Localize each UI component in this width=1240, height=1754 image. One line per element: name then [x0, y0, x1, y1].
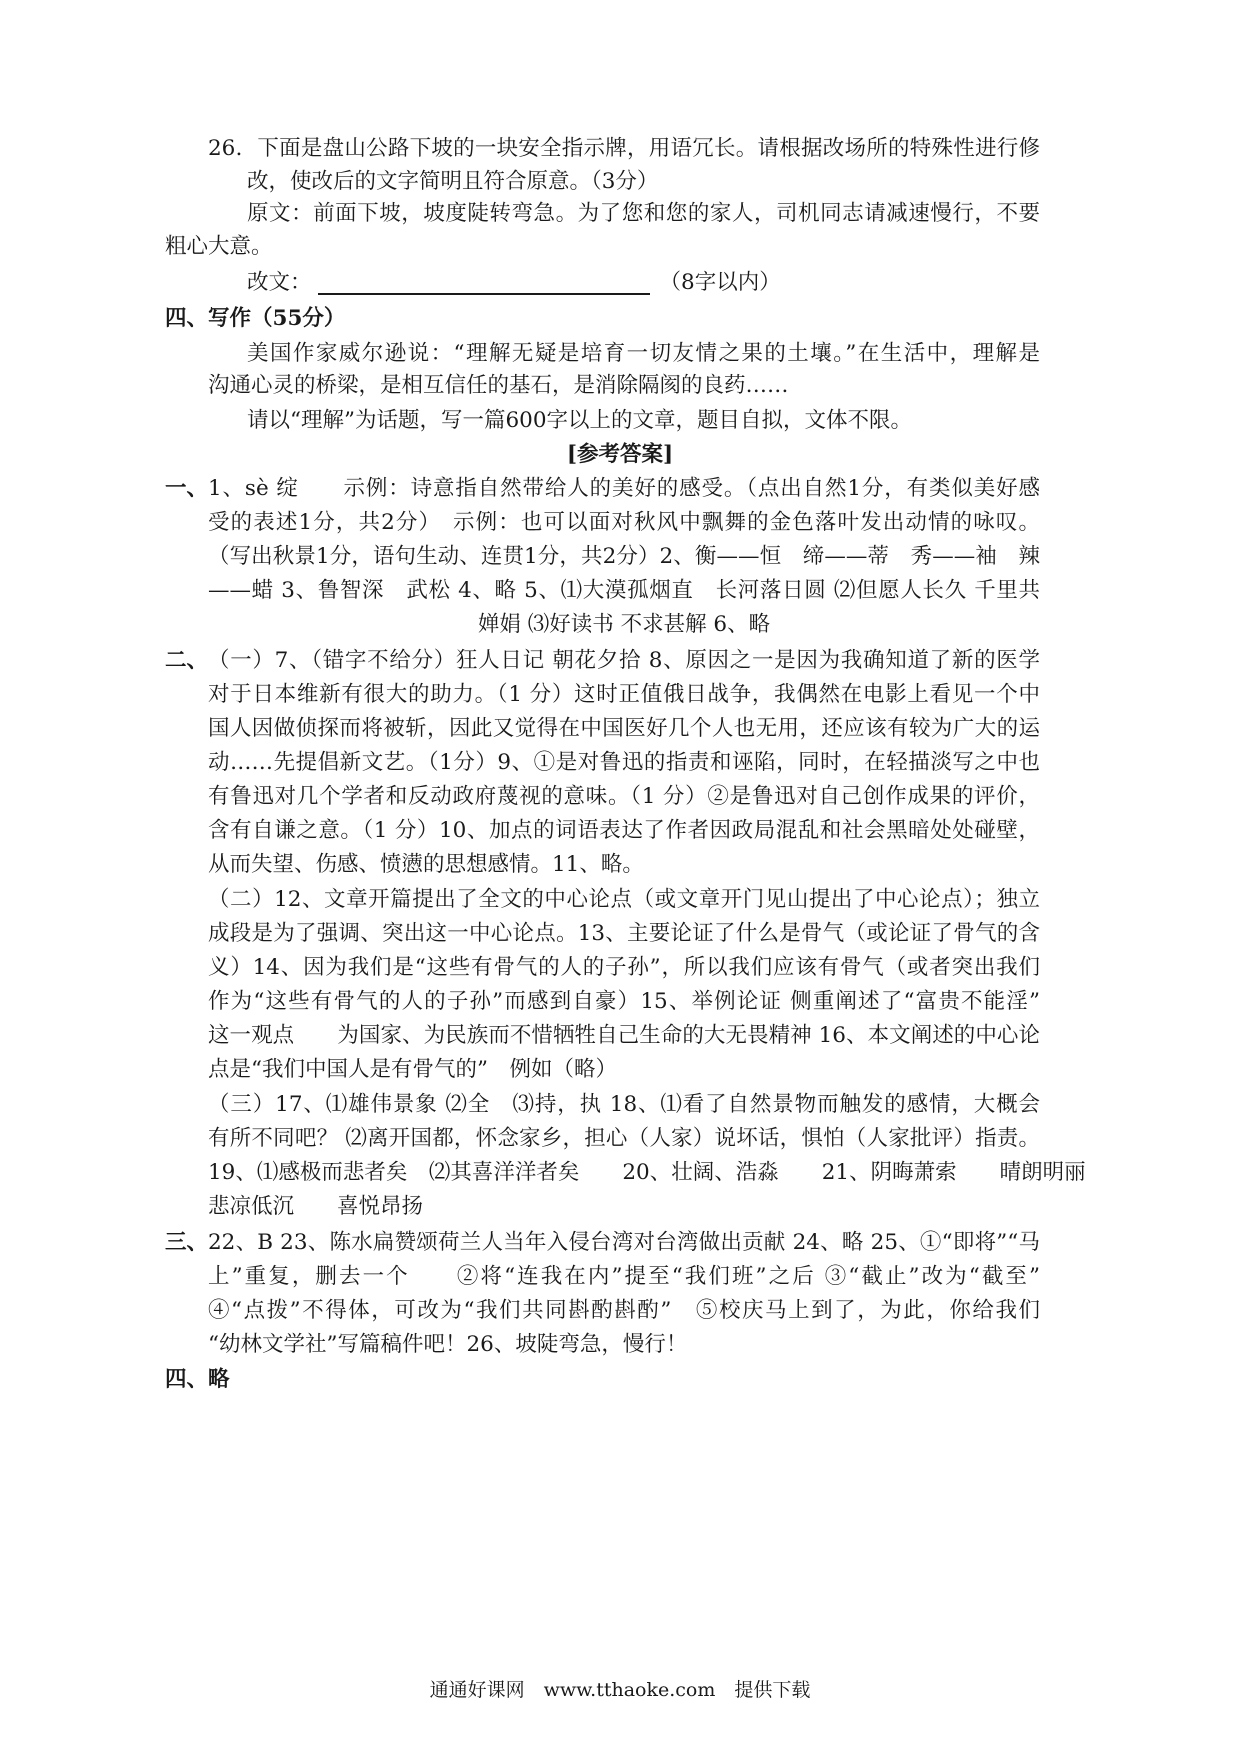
- section2c-line: 悲凉低沉 喜悦昂扬: [208, 1194, 424, 1219]
- section3-label: 三、: [165, 1230, 209, 1255]
- rewrite-blank: [318, 271, 650, 295]
- section3-line: “幼林文学社”写篇稿件吧！26、坡陡弯急，慢行！: [208, 1332, 688, 1357]
- answers-title: [参考答案]: [566, 442, 674, 467]
- section1-line: ——蜡 3、鲁智深 武松 4、略 5、⑴大漠孤烟直 长河落日圆 ⑵但愿人长久 千里共: [208, 578, 1040, 603]
- section2-line: 有鲁迅对几个学者和反动政府蔑视的意味。（1 分）②是鲁迅对自己创作成果的评价，: [208, 784, 1040, 809]
- section2c-line: （三）17、⑴雄伟景象 ⑵全 ⑶持，执 18、⑴看了自然景物而触发的感情，大概会: [208, 1092, 1040, 1117]
- section1-line: 1、sè 绽 示例：诗意指自然带给人的美好的感受。（点出自然1分，有类似美好感: [208, 476, 1040, 501]
- writing-heading: 四、写作（55分）: [165, 306, 346, 331]
- writing-para1-line1: 美国作家威尔逊说：“理解无疑是培育一切友情之果的土壤。”在生活中，理解是: [247, 341, 1040, 366]
- q26-line2: 改，使改后的文字简明且符合原意。（3分）: [247, 169, 659, 194]
- section2b-line: 义）14、因为我们是“这些有骨气的人的子孙”，所以我们应该有骨气（或者突出我们: [208, 955, 1040, 980]
- writing-para1-line2: 沟通心灵的桥梁，是相互信任的基石，是消除隔阂的良药……: [208, 373, 789, 398]
- section2c-line: 19、⑴感极而悲者矣 ⑵其喜洋洋者矣 20、壮阔、浩淼 21、阴晦萧索 晴朗明丽: [208, 1160, 1086, 1185]
- writing-para2: 请以“理解”为话题，写一篇600字以上的文章，题目自拟，文体不限。: [247, 408, 913, 433]
- section2-line: 从而失望、伤感、愤懑的思想感情。11、略。: [208, 852, 644, 877]
- section2b-line: 点是“我们中国人是有骨气的” 例如（略）: [208, 1057, 617, 1082]
- section1-line: 婵娟 ⑶好读书 不求甚解 6、略: [477, 612, 771, 637]
- section1-label: 一、: [165, 476, 209, 501]
- section2-label: 二、: [165, 648, 209, 673]
- section2b-line: （二）12、文章开篇提出了全文的中心论点（或文章开门见山提出了中心论点）；独立: [208, 887, 1040, 912]
- section2-line: （一）7、（错字不给分）狂人日记 朝花夕拾 8、原因之一是因为我确知道了新的医学: [208, 648, 1040, 673]
- section2b-line: 这一观点 为国家、为民族而不惜牺牲自己生命的大无畏精神 16、本文阐述的中心论: [208, 1023, 1040, 1048]
- section3-line: 22、B 23、陈水扁赞颂荷兰人当年入侵台湾对台湾做出贡献 24、略 25、①“即将”“马: [208, 1230, 1040, 1255]
- rewrite-label: 改文：: [247, 270, 312, 295]
- section2c-line: 有所不同吧？ ⑵离开国都，怀念家乡，担心（人家）说坏话，惧怕（人家批评）指责。: [208, 1126, 1040, 1151]
- q26-original-line1: 原文：前面下坡，坡度陡转弯急。为了您和您的家人，司机同志请减速慢行，不要: [247, 201, 1040, 226]
- section1-line: 受的表述1分，共2分） 示例：也可以面对秋风中飘舞的金色落叶发出动情的咏叹。: [208, 510, 1040, 535]
- section3-line: 上”重复，删去一个 ②将“连我在内”提至“我们班”之后 ③“截止”改为“截至”: [208, 1264, 1040, 1289]
- q26-rewrite-row: [247, 267, 781, 299]
- section4-line: 四、略: [165, 1367, 230, 1392]
- section2-line: 含有自谦之意。（1 分）10、加点的词语表达了作者因政局混乱和社会黑暗处处碰壁，: [208, 818, 1040, 843]
- section3-line: ④“点拨”不得体，可改为“我们共同斟酌斟酌” ⑤校庆马上到了，为此，你给我们: [208, 1298, 1040, 1323]
- rewrite-note: （8字以内）: [659, 270, 781, 295]
- q26-line1: 26．下面是盘山公路下坡的一块安全指示牌，用语冗长。请根据改场所的特殊性进行修: [208, 136, 1040, 161]
- q26-original-line2: 粗心大意。: [165, 234, 273, 259]
- section2-line: 国人因做侦探而将被斩，因此又觉得在中国医好几个人也无用，还应该有较为广大的运: [208, 716, 1040, 741]
- page-footer: 通通好课网 www.tthaoke.com 提供下载: [429, 1679, 811, 1701]
- section2-line: 对于日本维新有很大的助力。（1 分）这时正值俄日战争，我偶然在电影上看见一个中: [208, 682, 1040, 707]
- section2b-line: 成段是为了强调、突出这一中心论点。13、主要论证了什么是骨气（或论证了骨气的含: [208, 921, 1040, 946]
- section1-line: （写出秋景1分，语句生动、连贯1分，共2分）2、衡——恒 缔——蒂 秀——袖 辣: [208, 544, 1040, 569]
- section2-line: 动……先提倡新文艺。（1分）9、①是对鲁迅的指责和诬陷，同时，在轻描淡写之中也: [208, 750, 1040, 775]
- section2b-line: 作为“这些有骨气的人的子孙”而感到自豪）15、举例论证 侧重阐述了“富贵不能淫”: [208, 989, 1040, 1014]
